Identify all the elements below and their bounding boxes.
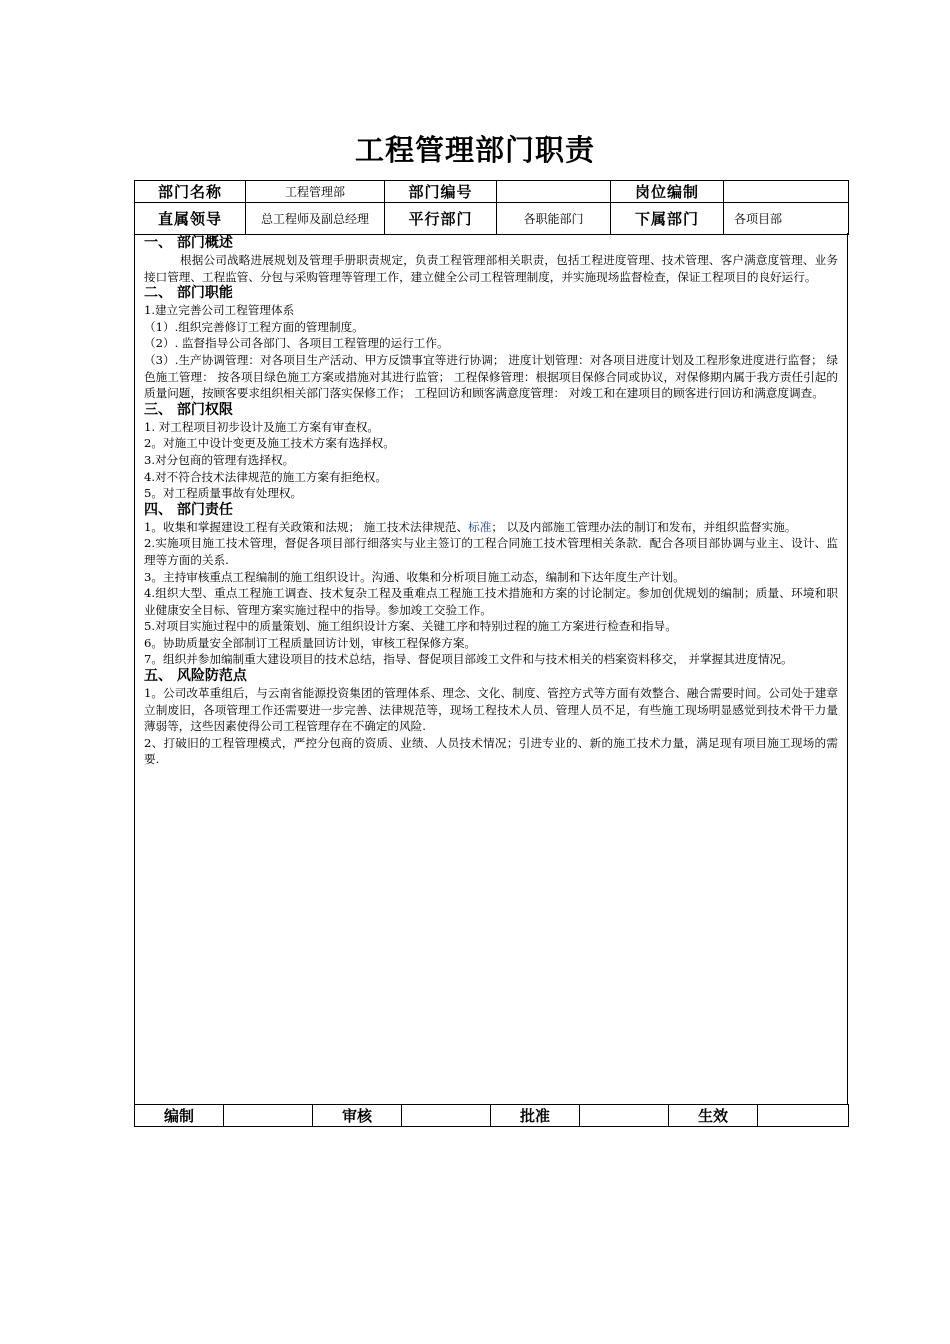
dept-code-label: 部门编号 [385,181,497,203]
header-row-2 [135,203,849,235]
section-heading-risk: 五、 风险防范点 [144,668,247,685]
section-heading-overview: 一、 部门概述 [144,235,233,251]
functions-item: （1）.组织完善修订工程方面的管理制度。 [144,319,364,334]
risk-item: 1。公司改革重组后，与云南省能源投资集团的管理体系、理念、文化、制度、管控方式等方面有效整合、融合需要时间。公司处于建章立制废旧，各项管理工作还需要进一步完善、法律规范等，现场工程技术人员、管理人员不足，有些施工现场明显感觉到技术骨干力量薄弱等，这些因素使得公司工程管理存在不确定的风险. [144,686,838,734]
responsibility-item: 5.对项目实施过程中的质量策划、施工组织设计方案、关键工序和特别过程的施工方案进行检查和指导。 [144,619,677,634]
sub-dept-value: 各项目部 [724,203,849,235]
authority-item: 5。对工程质量事故有处理权。 [144,486,303,501]
dept-name-label: 部门名称 [135,181,246,203]
parallel-dept-label: 平行部门 [385,203,497,235]
section-heading-functions: 二、 部门职能 [144,285,233,302]
prepared-by-value [224,1105,313,1127]
responsibility-item: 4.组织大型、重点工程施工调查、技术复杂工程及重难点工程施工技术措施和方案的讨论制定。参加创优规划的编制；质量、环境和职业健康安全目标、管理方案实施过程中的指导。参加竣工交验工作。 [144,586,838,617]
responsibility-text: ； 以及内部施工管理办法的制订和发布，并组织监督实施。 [491,519,797,534]
authority-item: 1. 对工程项目初步设计及施工方案有审查权。 [144,419,380,434]
reviewed-by-value [402,1105,491,1127]
effective-label: 生效 [669,1105,758,1127]
functions-item: （3）.生产协调管理：对各项目生产活动、甲方反馈事宜等进行协调； 进度计划管理：对各项目进度计划及工程形象进度进行监督； 绿色施工管理： 按各项目绿色施工方案或措施对其进行监管； 工程保修管理：根据项目保修合同或协议，对保修期内属于我方责任引起的质量问题，按顾客要求组织相关部门落实保修工作； 工程回访和顾客满意度管理： 对竣工和在建项目的顾客进行回访和满意度调查。 [144,352,838,401]
functions-item: 1.建立完善公司工程管理体系 [144,303,295,318]
header-row-1 [135,181,849,203]
responsibility-item: 7。组织并参加编制重大建设项目的技术总结，指导、督促项目部竣工文件和与技术相关的档案资料移交， 并掌握其进度情况。 [144,652,793,667]
responsibility-item [144,519,838,536]
risk-item: 2、打破旧的工程管理模式，严控分包商的资质、业绩、人员技术情况；引进专业的、新的施工技术力量，满足现有项目施工现场的需要. [144,735,838,767]
sub-dept-label: 下属部门 [611,203,724,235]
approved-by-value [580,1105,669,1127]
authority-item: 3.对分包商的管理有选择权。 [144,452,295,467]
effective-value [758,1105,849,1127]
approved-by-label: 批准 [491,1105,580,1127]
page-title: 工程管理部门职责 [354,133,595,167]
section-heading-responsibilities: 四、 部门责任 [144,501,233,518]
header-table [134,180,849,235]
responsibility-item: 3。主持审核重点工程编制的施工组织设计。沟通、收集和分析项目施工动态，编制和下达年度生产计划。 [144,569,685,584]
dept-code-value [497,181,611,203]
prepared-by-label: 编制 [135,1105,224,1127]
overview-paragraph: 根据公司战略进展规划及管理手册职责规定，负责工程管理部相关职责，包括工程进度管理、技术管理、客户满意度管理、业务接口管理、工程监管、分包与采购管理等管理工作，建立健全公司工程管理制度，并实施现场监督检查，保证工程项目的良好运行。 [144,253,838,284]
duties-content [135,233,847,768]
direct-leader-label: 直属领导 [135,203,246,235]
reviewed-by-label: 审核 [313,1105,402,1127]
authority-item: 4.对不符合技术法律规范的施工方案有拒绝权。 [144,469,387,484]
functions-item: （2）. 监督指导公司各部门、各项目工程管理的运行工作。 [144,336,449,351]
headcount-value [724,181,849,203]
responsibility-item: 2.实施项目施工技术管理，督促各项目部行细落实与业主签订的工程合同施工技术管理相关条款．配合各项目部协调与业主、设计、监理等方面的关系. [144,536,838,567]
signoff-row [135,1105,849,1127]
dept-name-value: 工程管理部 [246,181,385,203]
authority-item: 2。对施工中设计变更及施工技术方案有选择权。 [144,436,395,451]
duties-body [134,233,848,1105]
parallel-dept-value: 各职能部门 [497,203,611,235]
responsibility-text: 1。收集和掌握建设工程有关政策和法规； 施工技术法律规范、 [144,519,469,534]
signoff-table [134,1104,849,1127]
direct-leader-value: 总工程师及副总经理 [246,203,385,235]
responsibility-item: 6。协助质量安全部制订工程质量回访计划，审核工程保修方案。 [144,635,477,650]
headcount-label: 岗位编制 [611,181,724,203]
standard-link[interactable]: 标准 [468,519,492,534]
section-heading-authority: 三、 部门权限 [144,401,233,418]
